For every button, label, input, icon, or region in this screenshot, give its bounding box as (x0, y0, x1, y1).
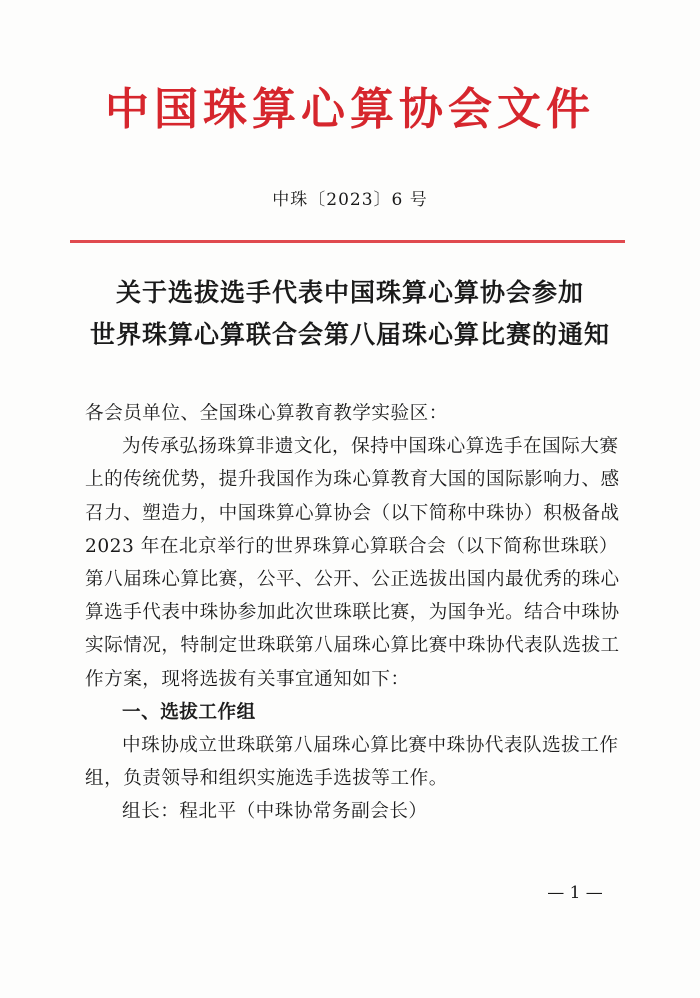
masthead-title: 中国珠算心算协会文件 (105, 84, 595, 135)
red-divider-line (70, 240, 625, 243)
document-body (85, 397, 620, 829)
page-number: — 1 — (547, 883, 603, 903)
title-line-1: 关于选拔选手代表中国珠算心算协会参加 (115, 278, 584, 307)
leader-line: 组长：程北平（中珠协常务副会长） (122, 801, 428, 823)
document-title (0, 272, 700, 356)
intro-paragraph: 为传承弘扬珠算非遗文化，保持中国珠心算选手在国际大赛上的传统优势，提升我国作为珠心算教育大国的国际影响力、感召力、塑造力，中国珠算心算协会（以下简称中珠协）积极备战2023 年在北京举行的世界珠算心算联合会（以下简称世珠联）第八届珠心算比赛，公平、公开、公正选拔出国内最优秀的珠心算选手代表中珠协参加此次世珠联比赛，为国争光。结合中珠协实际情况，特制定世珠联第八届珠心算比赛中珠协代表队选拔工作方案，现将选拔有关事宜通知如下： (85, 436, 620, 690)
section-1-paragraph: 中珠协成立世珠联第八届珠心算比赛中珠协代表队选拔工作组，负责领导和组织实施选手选拔等工作。 (85, 735, 619, 790)
salutation: 各会员单位、全国珠心算教育教学实验区： (85, 403, 448, 424)
section-1-heading: 一、选拔工作组 (122, 701, 256, 723)
document-number: 中珠〔2023〕6 号 (272, 190, 428, 210)
title-line-2: 世界珠算心算联合会第八届珠心算比赛的通知 (89, 320, 610, 349)
